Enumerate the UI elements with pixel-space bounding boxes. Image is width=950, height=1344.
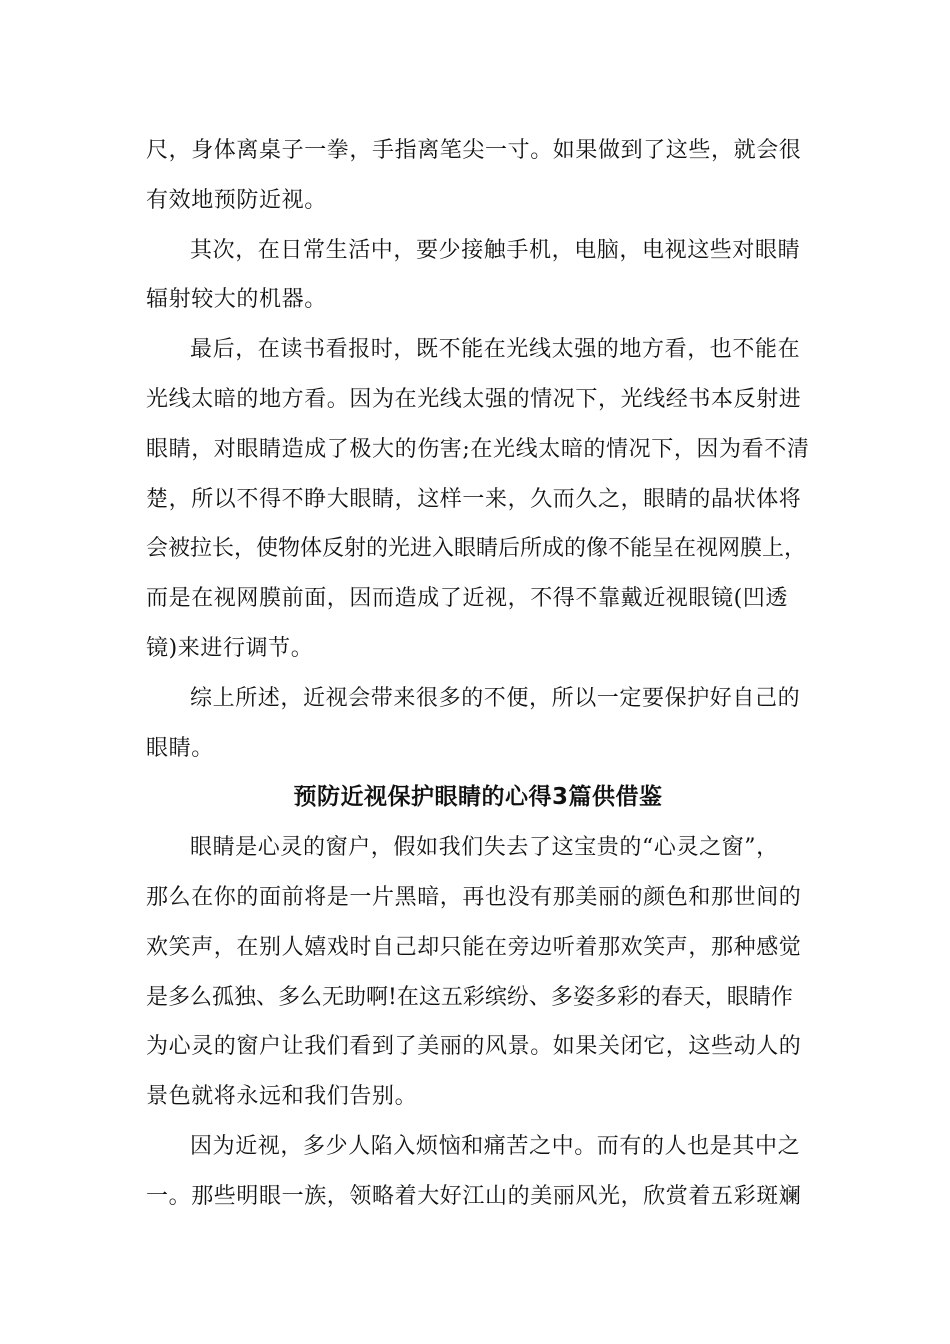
text-line: 为心灵的窗户让我们看到了美丽的风景。如果关闭它，这些动人的 [146, 1034, 802, 1060]
text-line: 那么在你的面前将是一片黑暗，再也没有那美丽的颜色和那世间的 [146, 884, 802, 910]
text-line: 辐射较大的机器。 [146, 287, 327, 313]
text-line: 镜)来进行调节。 [146, 635, 314, 661]
text-line: 会被拉长，使物体反射的光进入眼睛后所成的像不能呈在视网膜上， [146, 536, 807, 562]
text-line: 眼睛是心灵的窗户，假如我们失去了这宝贵的“心灵之窗”， [190, 835, 779, 861]
text-line: 因为近视，多少人陷入烦恼和痛苦之中。而有的人也是其中之 [190, 1133, 801, 1159]
text-block-2 [146, 823, 810, 1221]
text-line: 而是在视网膜前面，因而造成了近视，不得不靠戴近视眼镜(凹透 [146, 586, 788, 612]
text-line: 综上所述，近视会带来很多的不便，所以一定要保护好自己的 [190, 685, 801, 711]
text-line: 眼睛，对眼睛造成了极大的伤害;在光线太暗的情况下，因为看不清 [146, 436, 810, 462]
text-line: 尺，身体离桌子一拳，手指离笔尖一寸。如果做到了这些，就会很 [146, 138, 802, 163]
text-line: 一。那些明眼一族，领略着大好江山的美丽风光，欣赏着五彩斑斓 [146, 1183, 802, 1209]
text-line: 是多么孤独、多么无助啊!在这五彩缤纷、多姿多彩的春天，眼睛作 [146, 984, 793, 1010]
text-line: 景色就将永远和我们告别。 [146, 1084, 418, 1110]
text-line: 有效地预防近视。 [146, 187, 327, 213]
text-line: 楚，所以不得不睁大眼睛，这样一来，久而久之，眼睛的晶状体将 [146, 486, 802, 512]
text-line: 眼睛。 [146, 735, 214, 761]
text-line: 最后，在读书看报时，既不能在光线太强的地方看，也不能在 [190, 337, 801, 363]
text-line: 光线太暗的地方看。因为在光线太强的情况下，光线经书本反射进 [146, 386, 802, 412]
text-block-1 [146, 126, 810, 773]
text-line: 欢笑声，在别人嬉戏时自己却只能在旁边听着那欢笑声，那种感觉 [146, 934, 802, 960]
document-body [146, 126, 810, 1222]
section-heading: 预防近视保护眼睛的心得3篇供借鉴 [293, 784, 663, 811]
text-line: 其次，在日常生活中，要少接触手机，电脑，电视这些对眼睛 [190, 237, 801, 263]
